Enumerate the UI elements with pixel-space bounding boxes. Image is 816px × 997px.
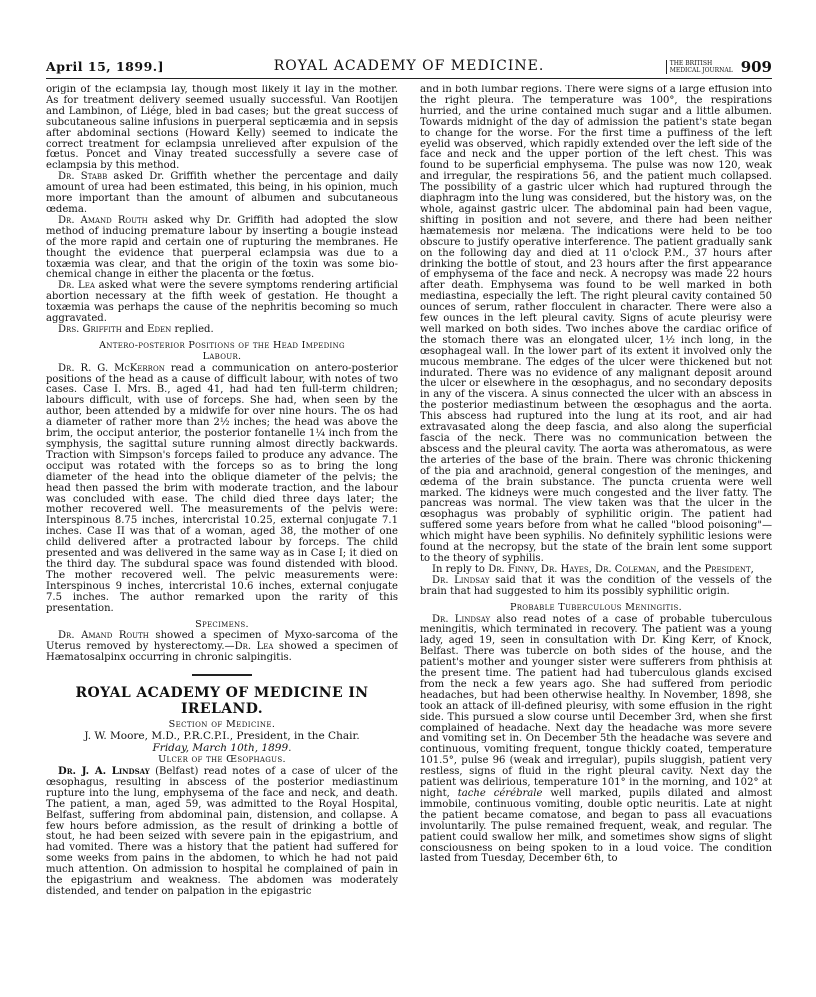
speaker-name: Dr. Lea — [234, 641, 274, 653]
paragraph — [420, 576, 772, 598]
italic-term: tache cérébrale — [457, 788, 543, 799]
section-heading: Probable Tuberculous Meningitis. — [509, 601, 682, 613]
heading-line: Antero-posterior Positions of the Head Impeding — [99, 339, 345, 351]
header-title: ROYAL ACADEMY OF MEDICINE. — [273, 58, 545, 74]
paragraph-text: In reply to — [432, 563, 489, 575]
paragraph-text: also read notes of a case of probable tuberculous meningitis, which terminated in recovery. The patient was a young lady, aged 19, seen in consultation with Dr. King Kerr, of Knock, Belfast. There was tubercle on both sides of the house, and the patient's mother and younger sister were sufferers from phthisis at the present time. The patient had had tuberculous glands excised from the neck a few years ago. She had suffered from periodic headaches, but had been otherwise healthy. In November, 1898, she took an attack of ill-defined pleurisy, with some effusion in the right side. This pursued a slow course until December 3rd, when she first complained of headache. Next day the headache was more severe and vomiting set in. On December 5th the headache was severe and continuous, vomiting frequent, tongue thickly coated, temperature 101.5°, pulse 96 (weak and irregular), pupils sluggish, patient very restless, signs of fluid in the right pleural cavity. Next day the patient was delirious, temperature 101° in the morning, and 102° at night, — [420, 613, 772, 799]
section-name: Section of Medicine. — [168, 719, 276, 731]
right-column — [420, 85, 772, 965]
paragraph — [46, 364, 398, 615]
section-heading — [46, 341, 398, 363]
speaker-name: Dr. J. A. Lindsay — [58, 766, 150, 778]
speaker-name: Dr. Finny, Dr. Hayes, Dr. Coleman, — [488, 563, 660, 575]
speaker-name: Drs. Griffith — [58, 323, 122, 335]
paragraph — [46, 325, 398, 336]
paragraph-text: said that it was the condition of the vessels of the brain that had suggested to him its possibly syphilitic origin. — [420, 574, 772, 597]
paragraph-text: asked what were the severe symptoms rendering artificial abortion necessary at the fifth week of gestation. He thought a toxæmia was perhaps the cause of the nephritis becoming so much aggravated. — [46, 280, 398, 325]
paragraph — [46, 216, 398, 281]
paragraph: and in both lumbar regions. There were signs of a large effusion into the right pleura. The temperature was 100°, the respirations hurried, and the urine contained much sugar and a little albumen. Towards midnight of the day of admission the patient's state began to change for the worse. For the first time a puffiness of the left eyelid was observed, which rapidly extended over the left side of the face and neck and the upper portion of the left chest. This was found to be superficial emphysema. The pulse was now 120, weak and irregular, the respirations 56, and the patient much collapsed. The possibility of a gastric ulcer which had ruptured through the diaphragm into the lung was considered, but the history was, on the whole, against gastric ulcer. The abdominal pain had been vague, shifting in position and not severe, and there had been neither hæmatemesis nor melæna. The indications were held to be too obscure to justify operative interference. The patient gradually sank on the following day and died at 11 o'clock P.M., 37 hours after drinking the bottle of stout, and 23 hours after the first appearance of emphysema of the face and neck. A necropsy was made 22 hours after death. Emphysema was found to be well marked in both mediastina, especially the left. The right pleural cavity contained 50 ounces of serum, rather flocculent in character. There were also a few ounces in the left pleural cavity. Signs of acute pleurisy were well marked on both sides. Two inches above the cardiac orifice of the stomach there was an elongated ulcer, 1½ inch long, in the œsophageal wall. In the lower part of its extent it involved only the mucous membrane. The edges of the ulcer were thickened but not indurated. There was no evidence of any malignant deposit around the ulcer or elsewhere in the œsophagus, and no secondary deposits in any of the viscera. A sinus connected the ulcer with an abscess in the posterior mediastinum between the œsophagus and the aorta. This abscess had ruptured into the lung at its root, and air had extravasated along the deep fascia, and also along the superficial fascia of the neck. There was no communication between the abscess and the pleural cavity. The aorta was atheromatous, as were the arteries of the base of the brain. There was chronic thickening of the pia and arachnoid, general congestion of the meninges, and œdema of the brain substance. The puncta cruenta were well marked. The kidneys were much congested and the liver fatty. The pancreas was normal. The view taken was that the ulcer in the œsophagus was probably of syphilitic origin. The patient had suffered some years before from what he called "blood poisoning"—which might have been syphilis. No definitely syphilitic lesions were found at the necropsy, but the state of the brain lent some support to the theory of syphilis. — [420, 85, 772, 564]
paragraph-text: showed a specimen of Myxo-sarcoma of the Uterus removed by hysterectomy.— — [46, 630, 398, 653]
chair-line: J. W. Moore, M.D., P.R.C.P.I., President, in the Chair. — [84, 730, 360, 743]
paragraph: origin of the eclampsia lay, though most likely it lay in the mother. As for treatment delivery seemed usually successful. Van Rootijen and Lambinon, of Liége, bled in bad cases; but the great success of subcutaneous saline infusions in puerperal septicæmia and in sepsis after abdominal sections (Howard Kelly) seemed to indicate the correct treatment for eclampsia unrelieved after expulsion of the fœtus. Poncet and Vinay treated successfully a severe case of eclampsia by this method. — [46, 85, 398, 172]
speaker-name: Dr. Lindsay — [432, 613, 491, 625]
section-heading: Ulcer of the Œsophagus. — [158, 754, 286, 766]
journal-line-2: MEDICAL JOURNAL — [669, 67, 733, 74]
speaker-name: Dr. Amand Routh — [58, 630, 149, 642]
speaker-name: Dr. Lindsay — [432, 574, 490, 586]
paragraph-text: asked Dr. Griffith whether the percentage and daily amount of urea had been estimated, this being, in his opinion, much more important than the amount of albumen and subcutaneous œdema. — [46, 171, 398, 215]
paragraph — [46, 172, 398, 216]
journal-line-1: THE BRITISH — [669, 60, 713, 67]
left-column — [46, 85, 398, 965]
meeting-date: Friday, March 10th, 1899. — [152, 742, 292, 755]
header-date: April 15, 1899.] — [46, 59, 165, 74]
heading-line: Labour. — [202, 350, 242, 362]
divider — [192, 674, 252, 676]
paragraph-text: asked why Dr. Griffith had adopted the slow method of inducing premature labour by inserting a bougie instead of the more rapid and certain one of rupturing the membranes. He thought the evidence that puerperal eclampsia was due to a toxæmia was clear, and that the origin of the toxin was some bio-chemical change in either the placenta or the fœtus. — [46, 214, 398, 281]
paragraph — [46, 281, 398, 325]
paragraph-text: read a communication on antero-posterior positions of the head as a cause of difficult labour, with notes of two cases. Case I. Mrs. B., aged 41, had had ten full-term children; labours difficult, with use of forceps. She had, when seen by the author, been attended by a midwife for over nine hours. The os had a diameter of rather more than 2½ inches; the head was above the brim, the occiput anterior, the posterior fontanelle 1¼ inch from the symphysis, the sagittal suture running almost directly backwards. Traction with Simpson's forceps failed to produce any advance. The occiput was rotated with the forceps so as to bring the long diameter of the head into the oblique diameter of the pelvis; the head then passed the brim with moderate traction, and the labour was concluded with ease. The child died three days later; the mother recovered well. The measurements of the pelvis were: Interspinous 8.75 inches, intercristal 10.25, external conjugate 7.1 inches. Case II was that of a woman, aged 38, the mother of one child delivered after a protracted labour by forceps. The child presented and was delivered in the same way as in Case I; it died on the third day. The subdural space was found distended with blood. The mother recovered well. The pelvic measurements were: Interspinous 9 inches, intercristal 10.6 inches, external conjugate 7.5 inches. The author remarked upon the rarity of this presentation. — [46, 362, 398, 614]
paragraph-text: and — [121, 323, 148, 335]
running-header — [46, 58, 772, 79]
speaker-name: President, — [704, 563, 754, 575]
paragraph-text: showed a specimen of Hæmatosalpinx occurring in chronic salpingitis. — [46, 641, 398, 664]
speaker-name: Dr. Stabb — [58, 171, 108, 183]
paragraph-text: (Belfast) read notes of a case of ulcer of the œsophagus, resulting in abscess of the posterior mediastinum rupture into the lung, emphysema of the face and neck, and death. The patient, a man, aged 59, was admitted to the Royal Hospital, Belfast, suffering from abdominal pain, distension, and collapse. A few hours before admission, as the result of drinking a bottle of stout, he had been seized with severe pain in the epigastrium, and had vomited. There was a history that the patient had suffered for some weeks from pains in the abdomen, to which he had not paid much attention. On admission to hospital he complained of pain in the epigastrium and weakness. The abdomen was moderately distended, and tender on palpation in the epigastric — [46, 766, 398, 897]
paragraph — [46, 631, 398, 664]
paragraph — [420, 615, 772, 866]
paragraph-text: well marked, pupils dilated and almost immobile, continuous vomiting, double optic neuritis. Late at night the patient became comatose, and began to pass all evacuations involuntarily. The pulse remained frequent, weak, and regular. The patient could swallow her milk, and sometimes show signs of slight consciousness on being spoken to in a loud voice. The condition lasted from Tuesday, December 6th, to — [420, 788, 772, 865]
speaker-name: Dr. Lea — [58, 280, 95, 292]
paragraph-text: replied. — [171, 323, 214, 335]
speaker-name: Eden — [147, 323, 172, 335]
speaker-name: Dr. Amand Routh — [58, 214, 148, 226]
header-right — [666, 58, 772, 76]
page-number: 909 — [740, 58, 772, 76]
section-heading: Specimens. — [195, 618, 249, 630]
paragraph — [46, 767, 398, 898]
journal-name — [666, 60, 733, 74]
paragraph-text: and the — [659, 563, 705, 575]
society-heading: ROYAL ACADEMY OF MEDICINE IN IRELAND. — [75, 685, 369, 718]
speaker-name: Dr. R. G. McKerron — [58, 362, 165, 374]
